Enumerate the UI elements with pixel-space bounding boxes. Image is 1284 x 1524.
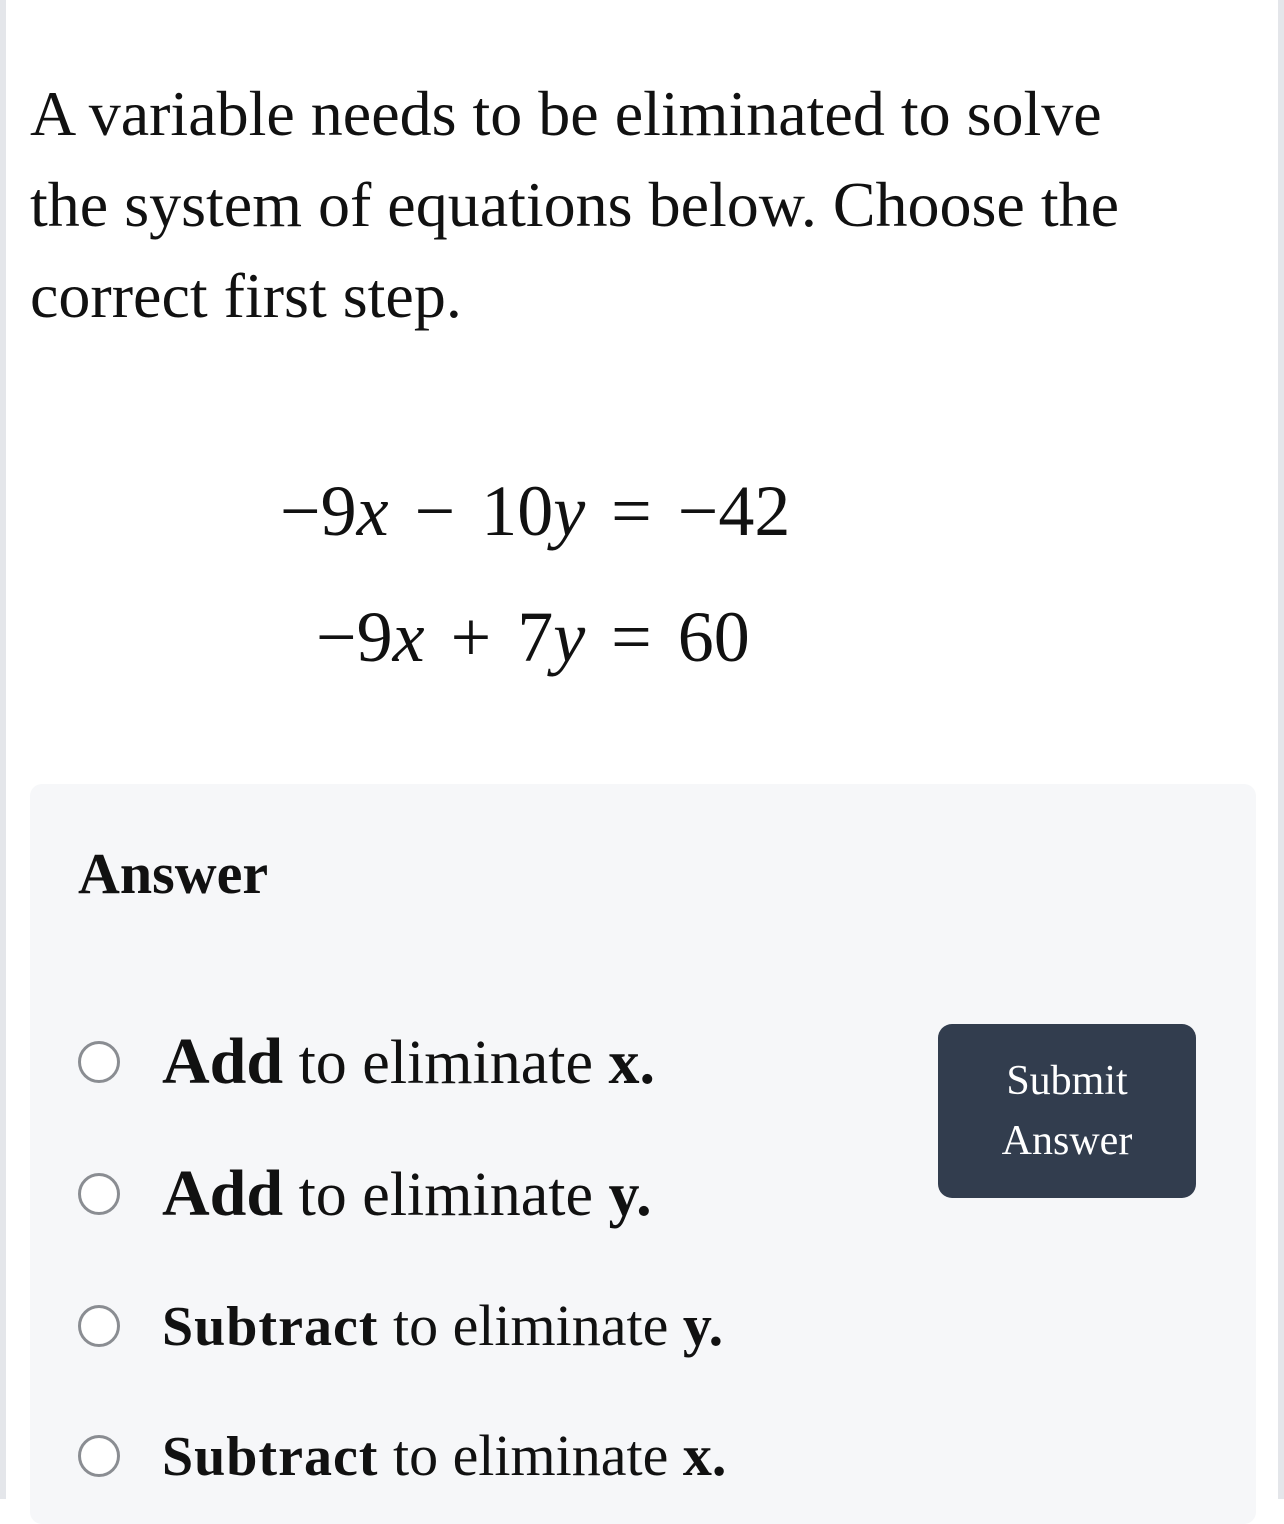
eq2-x-coefficient: −9 xyxy=(316,597,393,677)
question-line-2: the system of equations below. Choose the xyxy=(30,169,1119,240)
equation-2 xyxy=(316,596,750,679)
option-action: Subtract xyxy=(162,1426,379,1488)
radio-button-icon[interactable] xyxy=(78,1305,120,1347)
question-line-1: A variable needs to be eliminated to solve xyxy=(30,78,1102,149)
option-label xyxy=(162,1420,726,1491)
question-line-3: correct first step. xyxy=(30,260,462,331)
eq1-operator: − xyxy=(414,471,456,551)
option-middle-text: to eliminate xyxy=(283,1029,609,1097)
option-variable: y. xyxy=(682,1293,724,1358)
eq1-equals: = xyxy=(611,471,652,551)
radio-button-icon[interactable] xyxy=(78,1173,120,1215)
option-variable: y. xyxy=(608,1161,652,1229)
radio-button-icon[interactable] xyxy=(78,1041,120,1083)
option-label xyxy=(162,1290,723,1361)
eq1-x-coefficient: −9 xyxy=(280,471,357,551)
eq2-y-variable: y xyxy=(553,597,586,677)
radio-button-icon[interactable] xyxy=(78,1435,120,1477)
eq1-y-coefficient: 10 xyxy=(481,471,554,551)
eq2-x-variable: x xyxy=(392,597,425,677)
option-middle-text: to eliminate xyxy=(378,1423,683,1488)
eq1-x-variable: x xyxy=(356,471,389,551)
option-add-eliminate-x[interactable] xyxy=(78,1024,655,1100)
answer-title: Answer xyxy=(78,841,269,906)
eq2-rhs: 60 xyxy=(677,597,750,677)
option-subtract-eliminate-x[interactable] xyxy=(78,1420,726,1491)
option-label xyxy=(162,1024,655,1100)
eq2-y-coefficient: 7 xyxy=(517,597,554,677)
option-middle-text: to eliminate xyxy=(283,1161,609,1229)
option-add-eliminate-y[interactable] xyxy=(78,1156,652,1232)
option-action: Add xyxy=(162,1025,284,1098)
submit-label-line-1: Submit xyxy=(1006,1058,1128,1104)
question-text xyxy=(30,68,1240,341)
submit-answer-button[interactable] xyxy=(938,1024,1196,1198)
eq1-y-variable: y xyxy=(553,471,586,551)
right-edge-bar xyxy=(1278,0,1284,1499)
option-action: Add xyxy=(162,1157,284,1230)
answer-panel xyxy=(30,784,1256,1524)
option-subtract-eliminate-y[interactable] xyxy=(78,1290,723,1361)
option-variable: x. xyxy=(682,1423,727,1488)
equation-1 xyxy=(280,470,790,553)
left-edge-bar xyxy=(0,0,6,1499)
eq2-equals: = xyxy=(611,597,652,677)
option-variable: x. xyxy=(608,1029,655,1097)
eq1-rhs: −42 xyxy=(677,471,791,551)
option-middle-text: to eliminate xyxy=(378,1293,683,1358)
option-action: Subtract xyxy=(162,1296,379,1358)
option-label xyxy=(162,1156,652,1232)
submit-label-line-2: Answer xyxy=(1001,1118,1133,1164)
eq2-operator: + xyxy=(450,597,492,677)
